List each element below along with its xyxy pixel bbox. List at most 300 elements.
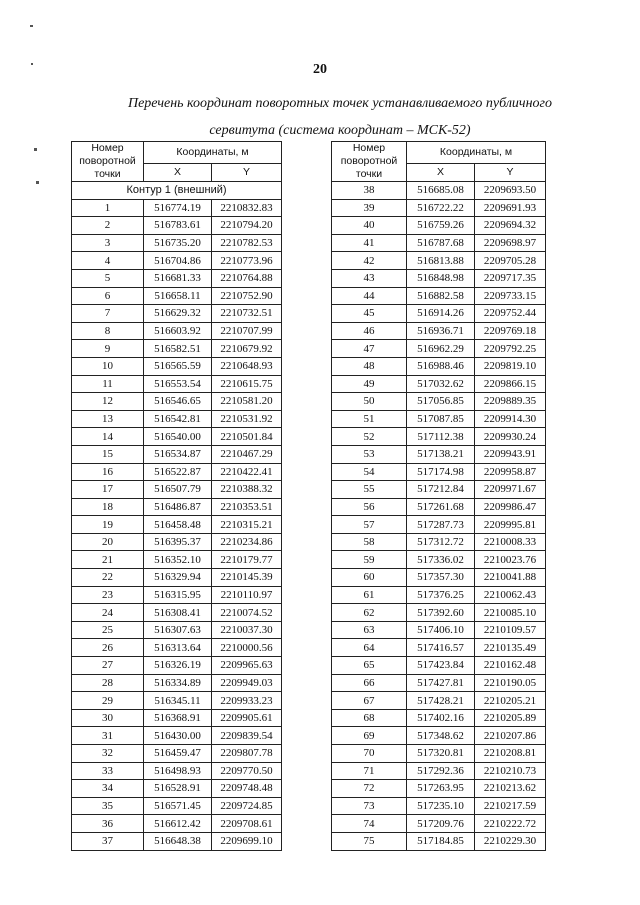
table-row: [72, 569, 282, 587]
table-row: [72, 745, 282, 763]
point-number-cell: 23: [72, 586, 144, 604]
y-coordinate-cell: 2210217.59: [475, 797, 546, 815]
table-row: [332, 621, 546, 639]
x-coordinate-cell: 516522.87: [144, 463, 212, 481]
table-row: [332, 481, 546, 499]
x-coordinate-cell: 516882.58: [407, 287, 475, 305]
x-coordinate-cell: 516329.94: [144, 569, 212, 587]
point-number-cell: 51: [332, 410, 407, 428]
x-coordinate-cell: 516528.91: [144, 780, 212, 798]
point-number-cell: 37: [72, 832, 144, 850]
y-coordinate-cell: 2210109.57: [475, 621, 546, 639]
y-coordinate-cell: 2210794.20: [212, 217, 282, 235]
table-row: [332, 287, 546, 305]
y-coordinate-cell: 2209705.28: [475, 252, 546, 270]
table-row: [72, 533, 282, 551]
y-coordinate-cell: 2209733.15: [475, 287, 546, 305]
point-number-cell: 68: [332, 709, 407, 727]
point-number-cell: 74: [332, 815, 407, 833]
y-coordinate-cell: 2209930.24: [475, 428, 546, 446]
table-row: [332, 428, 546, 446]
header-coordinates: Координаты, м: [144, 142, 282, 164]
table-row: [332, 498, 546, 516]
point-number-cell: 17: [72, 481, 144, 499]
y-coordinate-cell: 2210467.29: [212, 445, 282, 463]
x-coordinate-cell: 516507.79: [144, 481, 212, 499]
table-row: [72, 234, 282, 252]
x-coordinate-cell: 516352.10: [144, 551, 212, 569]
x-coordinate-cell: 516546.65: [144, 393, 212, 411]
table-row: [332, 199, 546, 217]
y-coordinate-cell: 2210773.96: [212, 252, 282, 270]
x-coordinate-cell: 516334.89: [144, 674, 212, 692]
table-row: [332, 305, 546, 323]
point-number-cell: 13: [72, 410, 144, 428]
y-coordinate-cell: 2210085.10: [475, 604, 546, 622]
table-row: [332, 182, 546, 200]
y-coordinate-cell: 2209694.32: [475, 217, 546, 235]
point-number-cell: 40: [332, 217, 407, 235]
x-coordinate-cell: 516658.11: [144, 287, 212, 305]
point-number-cell: 45: [332, 305, 407, 323]
x-coordinate-cell: 516326.19: [144, 657, 212, 675]
y-coordinate-cell: 2210531.92: [212, 410, 282, 428]
point-number-cell: 22: [72, 569, 144, 587]
point-number-cell: 50: [332, 393, 407, 411]
x-coordinate-cell: 517032.62: [407, 375, 475, 393]
y-coordinate-cell: 2209943.91: [475, 445, 546, 463]
table-row: [72, 322, 282, 340]
x-coordinate-cell: 516685.08: [407, 182, 475, 200]
table-row: [72, 621, 282, 639]
y-coordinate-cell: 2209752.44: [475, 305, 546, 323]
y-coordinate-cell: 2210707.99: [212, 322, 282, 340]
x-coordinate-cell: 516571.45: [144, 797, 212, 815]
point-number-cell: 8: [72, 322, 144, 340]
y-coordinate-cell: 2210205.89: [475, 709, 546, 727]
table-row: [332, 586, 546, 604]
point-number-cell: 39: [332, 199, 407, 217]
x-coordinate-cell: 516458.48: [144, 516, 212, 534]
table-row: [332, 551, 546, 569]
y-coordinate-cell: 2209965.63: [212, 657, 282, 675]
table-row: [72, 217, 282, 235]
header-y: Y: [475, 163, 546, 181]
y-coordinate-cell: 2209933.23: [212, 692, 282, 710]
x-coordinate-cell: 517056.85: [407, 393, 475, 411]
y-coordinate-cell: 2210162.48: [475, 657, 546, 675]
point-number-cell: 56: [332, 498, 407, 516]
point-number-cell: 60: [332, 569, 407, 587]
point-number-cell: 62: [332, 604, 407, 622]
table-row: [72, 199, 282, 217]
x-coordinate-cell: 516813.88: [407, 252, 475, 270]
y-coordinate-cell: 2210210.73: [475, 762, 546, 780]
y-coordinate-cell: 2209905.61: [212, 709, 282, 727]
table-row: [332, 674, 546, 692]
point-number-cell: 2: [72, 217, 144, 235]
x-coordinate-cell: 517112.38: [407, 428, 475, 446]
point-number-cell: 63: [332, 621, 407, 639]
point-number-cell: 41: [332, 234, 407, 252]
point-number-cell: 12: [72, 393, 144, 411]
point-number-cell: 24: [72, 604, 144, 622]
scan-speck: [36, 181, 39, 184]
table-row: [72, 762, 282, 780]
coordinates-table-right: [331, 141, 546, 851]
x-coordinate-cell: 516648.38: [144, 832, 212, 850]
header-point-number: Номер поворотной точки: [332, 142, 407, 182]
x-coordinate-cell: 517174.98: [407, 463, 475, 481]
x-coordinate-cell: 517320.81: [407, 745, 475, 763]
table-row: [332, 357, 546, 375]
table-row: [72, 604, 282, 622]
table-row: [332, 797, 546, 815]
point-number-cell: 19: [72, 516, 144, 534]
x-coordinate-cell: 516848.98: [407, 269, 475, 287]
point-number-cell: 75: [332, 832, 407, 850]
y-coordinate-cell: 2209717.35: [475, 269, 546, 287]
x-coordinate-cell: 516783.61: [144, 217, 212, 235]
point-number-cell: 47: [332, 340, 407, 358]
y-coordinate-cell: 2210213.62: [475, 780, 546, 798]
table-row: [332, 727, 546, 745]
table-row: [332, 692, 546, 710]
table-row: [332, 516, 546, 534]
table-row: [72, 586, 282, 604]
point-number-cell: 3: [72, 234, 144, 252]
x-coordinate-cell: 516553.54: [144, 375, 212, 393]
x-coordinate-cell: 516704.86: [144, 252, 212, 270]
y-coordinate-cell: 2210222.72: [475, 815, 546, 833]
point-number-cell: 34: [72, 780, 144, 798]
table-row: [332, 322, 546, 340]
y-coordinate-cell: 2210422.41: [212, 463, 282, 481]
y-coordinate-cell: 2209769.18: [475, 322, 546, 340]
x-coordinate-cell: 517336.02: [407, 551, 475, 569]
x-coordinate-cell: 516681.33: [144, 269, 212, 287]
y-coordinate-cell: 2210234.86: [212, 533, 282, 551]
x-coordinate-cell: 516787.68: [407, 234, 475, 252]
x-coordinate-cell: 517416.57: [407, 639, 475, 657]
point-number-cell: 25: [72, 621, 144, 639]
point-number-cell: 31: [72, 727, 144, 745]
point-number-cell: 54: [332, 463, 407, 481]
header-point-number: Номер поворотной точки: [72, 142, 144, 182]
point-number-cell: 42: [332, 252, 407, 270]
x-coordinate-cell: 516542.81: [144, 410, 212, 428]
table-row: [72, 674, 282, 692]
x-coordinate-cell: 517348.62: [407, 727, 475, 745]
table-row: [72, 428, 282, 446]
x-coordinate-cell: 516914.26: [407, 305, 475, 323]
header-y: Y: [212, 163, 282, 181]
y-coordinate-cell: 2210764.88: [212, 269, 282, 287]
x-coordinate-cell: 517376.25: [407, 586, 475, 604]
x-coordinate-cell: 516345.11: [144, 692, 212, 710]
x-coordinate-cell: 516395.37: [144, 533, 212, 551]
point-number-cell: 6: [72, 287, 144, 305]
x-coordinate-cell: 517406.10: [407, 621, 475, 639]
y-coordinate-cell: 2210179.77: [212, 551, 282, 569]
x-coordinate-cell: 516759.26: [407, 217, 475, 235]
x-coordinate-cell: 516540.00: [144, 428, 212, 446]
x-coordinate-cell: 517402.16: [407, 709, 475, 727]
point-number-cell: 58: [332, 533, 407, 551]
x-coordinate-cell: 517235.10: [407, 797, 475, 815]
table-row: [72, 269, 282, 287]
point-number-cell: 61: [332, 586, 407, 604]
table-row: [72, 516, 282, 534]
point-number-cell: 49: [332, 375, 407, 393]
y-coordinate-cell: 2210008.33: [475, 533, 546, 551]
table-row: [332, 533, 546, 551]
contour-label: Контур 1 (внешний): [72, 182, 282, 200]
y-coordinate-cell: 2210832.83: [212, 199, 282, 217]
y-coordinate-cell: 2210501.84: [212, 428, 282, 446]
y-coordinate-cell: 2209770.50: [212, 762, 282, 780]
table-row: [72, 727, 282, 745]
table-row: [72, 393, 282, 411]
point-number-cell: 36: [72, 815, 144, 833]
x-coordinate-cell: 516368.91: [144, 709, 212, 727]
point-number-cell: 70: [332, 745, 407, 763]
y-coordinate-cell: 2209807.78: [212, 745, 282, 763]
point-number-cell: 32: [72, 745, 144, 763]
coordinates-table-left: [71, 141, 282, 851]
point-number-cell: 64: [332, 639, 407, 657]
point-number-cell: 28: [72, 674, 144, 692]
point-number-cell: 65: [332, 657, 407, 675]
point-number-cell: 73: [332, 797, 407, 815]
point-number-cell: 5: [72, 269, 144, 287]
table-row: [332, 410, 546, 428]
y-coordinate-cell: 2210208.81: [475, 745, 546, 763]
document-title: [60, 90, 620, 144]
table-row: [332, 375, 546, 393]
x-coordinate-cell: 516612.42: [144, 815, 212, 833]
y-coordinate-cell: 2210062.43: [475, 586, 546, 604]
table-row: [332, 340, 546, 358]
table-row: [332, 252, 546, 270]
x-coordinate-cell: 516430.00: [144, 727, 212, 745]
table-row: [332, 604, 546, 622]
table-row: [332, 269, 546, 287]
y-coordinate-cell: 2210023.76: [475, 551, 546, 569]
table-row: [72, 639, 282, 657]
point-number-cell: 55: [332, 481, 407, 499]
page-number: 20: [313, 62, 327, 77]
point-number-cell: 14: [72, 428, 144, 446]
point-number-cell: 15: [72, 445, 144, 463]
header-x: X: [144, 163, 212, 181]
table-row: [332, 657, 546, 675]
point-number-cell: 18: [72, 498, 144, 516]
table-row: [72, 445, 282, 463]
point-number-cell: 33: [72, 762, 144, 780]
y-coordinate-cell: 2210135.49: [475, 639, 546, 657]
x-coordinate-cell: 516774.19: [144, 199, 212, 217]
table-row: [72, 375, 282, 393]
x-coordinate-cell: 516603.92: [144, 322, 212, 340]
y-coordinate-cell: 2210581.20: [212, 393, 282, 411]
header-x: X: [407, 163, 475, 181]
y-coordinate-cell: 2210110.97: [212, 586, 282, 604]
table-row: [332, 762, 546, 780]
x-coordinate-cell: 517312.72: [407, 533, 475, 551]
x-coordinate-cell: 516962.29: [407, 340, 475, 358]
point-number-cell: 4: [72, 252, 144, 270]
table-row: [72, 657, 282, 675]
x-coordinate-cell: 517427.81: [407, 674, 475, 692]
x-coordinate-cell: 516459.47: [144, 745, 212, 763]
y-coordinate-cell: 2210190.05: [475, 674, 546, 692]
title-line-2: сервитута (система координат – МСК-52): [209, 123, 471, 138]
y-coordinate-cell: 2209699.10: [212, 832, 282, 850]
y-coordinate-cell: 2210353.51: [212, 498, 282, 516]
y-coordinate-cell: 2210752.90: [212, 287, 282, 305]
y-coordinate-cell: 2209839.54: [212, 727, 282, 745]
x-coordinate-cell: 517392.60: [407, 604, 475, 622]
table-row: [332, 234, 546, 252]
table-row: [72, 463, 282, 481]
x-coordinate-cell: 517292.36: [407, 762, 475, 780]
table-row: [72, 797, 282, 815]
point-number-cell: 71: [332, 762, 407, 780]
y-coordinate-cell: 2209949.03: [212, 674, 282, 692]
table-row: [332, 639, 546, 657]
point-number-cell: 30: [72, 709, 144, 727]
y-coordinate-cell: 2209819.10: [475, 357, 546, 375]
x-coordinate-cell: 516565.59: [144, 357, 212, 375]
x-coordinate-cell: 516582.51: [144, 340, 212, 358]
x-coordinate-cell: 516534.87: [144, 445, 212, 463]
y-coordinate-cell: 2209724.85: [212, 797, 282, 815]
x-coordinate-cell: 516735.20: [144, 234, 212, 252]
x-coordinate-cell: 517428.21: [407, 692, 475, 710]
table-row: [72, 340, 282, 358]
y-coordinate-cell: 2210648.93: [212, 357, 282, 375]
table-row: [72, 481, 282, 499]
point-number-cell: 1: [72, 199, 144, 217]
table-row: [332, 393, 546, 411]
table-row: [72, 498, 282, 516]
y-coordinate-cell: 2210679.92: [212, 340, 282, 358]
y-coordinate-cell: 2210145.39: [212, 569, 282, 587]
point-number-cell: 20: [72, 533, 144, 551]
table-row: [72, 305, 282, 323]
point-number-cell: 38: [332, 182, 407, 200]
point-number-cell: 46: [332, 322, 407, 340]
y-coordinate-cell: 2209693.50: [475, 182, 546, 200]
y-coordinate-cell: 2209698.97: [475, 234, 546, 252]
x-coordinate-cell: 516315.95: [144, 586, 212, 604]
scan-speck: [30, 25, 33, 27]
point-number-cell: 43: [332, 269, 407, 287]
header-coordinates: Координаты, м: [407, 142, 546, 164]
point-number-cell: 11: [72, 375, 144, 393]
x-coordinate-cell: 516313.64: [144, 639, 212, 657]
point-number-cell: 66: [332, 674, 407, 692]
y-coordinate-cell: 2210000.56: [212, 639, 282, 657]
x-coordinate-cell: 517287.73: [407, 516, 475, 534]
x-coordinate-cell: 516486.87: [144, 498, 212, 516]
x-coordinate-cell: 516308.41: [144, 604, 212, 622]
x-coordinate-cell: 516307.63: [144, 621, 212, 639]
x-coordinate-cell: 517184.85: [407, 832, 475, 850]
x-coordinate-cell: 516629.32: [144, 305, 212, 323]
table-row: [72, 815, 282, 833]
point-number-cell: 9: [72, 340, 144, 358]
table-row: [72, 832, 282, 850]
x-coordinate-cell: 517263.95: [407, 780, 475, 798]
point-number-cell: 27: [72, 657, 144, 675]
y-coordinate-cell: 2210782.53: [212, 234, 282, 252]
y-coordinate-cell: 2210388.32: [212, 481, 282, 499]
x-coordinate-cell: 517138.21: [407, 445, 475, 463]
y-coordinate-cell: 2210615.75: [212, 375, 282, 393]
x-coordinate-cell: 517087.85: [407, 410, 475, 428]
table-row: [72, 551, 282, 569]
table-row: [332, 815, 546, 833]
point-number-cell: 57: [332, 516, 407, 534]
point-number-cell: 69: [332, 727, 407, 745]
y-coordinate-cell: 2210732.51: [212, 305, 282, 323]
y-coordinate-cell: 2210041.88: [475, 569, 546, 587]
table-row: [72, 709, 282, 727]
scan-speck: [34, 148, 37, 151]
x-coordinate-cell: 516498.93: [144, 762, 212, 780]
y-coordinate-cell: 2210207.86: [475, 727, 546, 745]
y-coordinate-cell: 2209914.30: [475, 410, 546, 428]
x-coordinate-cell: 517212.84: [407, 481, 475, 499]
table-row: [72, 410, 282, 428]
x-coordinate-cell: 517209.76: [407, 815, 475, 833]
table-row: [332, 745, 546, 763]
table-row: [332, 463, 546, 481]
table-row: [332, 832, 546, 850]
y-coordinate-cell: 2209986.47: [475, 498, 546, 516]
y-coordinate-cell: 2210037.30: [212, 621, 282, 639]
table-row: [72, 287, 282, 305]
y-coordinate-cell: 2209748.48: [212, 780, 282, 798]
table-row: [332, 709, 546, 727]
point-number-cell: 59: [332, 551, 407, 569]
y-coordinate-cell: 2209889.35: [475, 393, 546, 411]
point-number-cell: 53: [332, 445, 407, 463]
point-number-cell: 52: [332, 428, 407, 446]
y-coordinate-cell: 2210205.21: [475, 692, 546, 710]
y-coordinate-cell: 2209792.25: [475, 340, 546, 358]
y-coordinate-cell: 2210074.52: [212, 604, 282, 622]
y-coordinate-cell: 2209866.15: [475, 375, 546, 393]
y-coordinate-cell: 2209708.61: [212, 815, 282, 833]
x-coordinate-cell: 516988.46: [407, 357, 475, 375]
point-number-cell: 44: [332, 287, 407, 305]
table-row: [332, 569, 546, 587]
point-number-cell: 67: [332, 692, 407, 710]
table-row: [72, 780, 282, 798]
y-coordinate-cell: 2209691.93: [475, 199, 546, 217]
table-row: [332, 780, 546, 798]
point-number-cell: 16: [72, 463, 144, 481]
x-coordinate-cell: 517423.84: [407, 657, 475, 675]
point-number-cell: 48: [332, 357, 407, 375]
table-row: [72, 357, 282, 375]
x-coordinate-cell: 517261.68: [407, 498, 475, 516]
point-number-cell: 29: [72, 692, 144, 710]
y-coordinate-cell: 2209958.87: [475, 463, 546, 481]
